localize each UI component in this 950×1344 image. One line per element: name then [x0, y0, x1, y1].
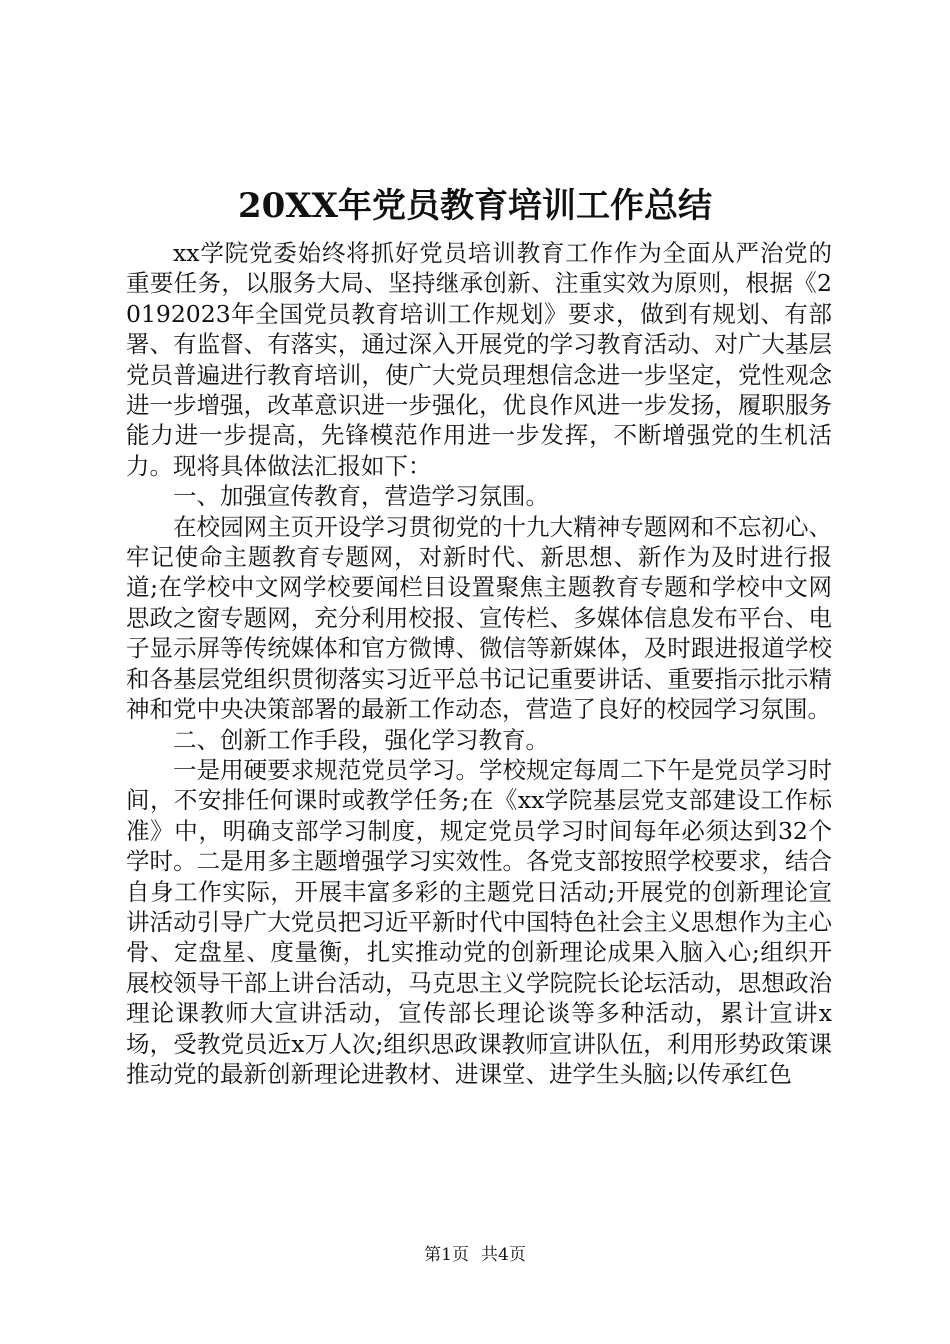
- paragraph-section-1: 在校园网主页开设学习贯彻党的十九大精神专题网和不忘初心、牢记使命主题教育专题网，对新时代、新思想、新作为及时进行报道;在学校中文网学校要闻栏目设置聚焦主题教育专题和学校中文网思政之窗专题网，充分利用校报、宣传栏、多媒体信息发布平台、电子显示屏等传统媒体和官方微博、微信等新媒体，及时跟进报道学校和各基层党组织贯彻落实习近平总书记记重要讲话、重要指示批示精神和党中央决策部署的最新工作动态，营造了良好的校园学习氛围。: [126, 512, 832, 724]
- paragraph-section-2: 一是用硬要求规范党员学习。学校规定每周二下午是党员学习时间，不安排任何课时或教学任务;在《xx学院基层党支部建设工作标准》中，明确支部学习制度，规定党员学习时间每年必须达到32个学时。二是用多主题增强学习实效性。各党支部按照学校要求，结合自身工作实际，开展丰富多彩的主题党日活动;开展党的创新理论宣讲活动引导广大党员把习近平新时代中国特色社会主义思想作为主心骨、定盘星、度量衡，扎实推动党的创新理论成果入脑入心;组织开展校领导干部上讲台活动，马克思主义学院院长论坛活动，思想政治理论课教师大宣讲活动，宣传部长理论谈等多种活动，累计宣讲x场，受教党员近x万人次;组织思政课教师宣讲队伍，利用形势政策课推动党的最新创新理论进教材、进课堂、进学生头脑;以传承红色: [126, 755, 832, 1088]
- section-heading-1: 一、加强宣传教育，营造学习氛围。: [173, 482, 549, 511]
- page-total: 共4页: [481, 1245, 526, 1265]
- page-footer: [0, 1244, 950, 1266]
- section-heading-2: 二、创新工作手段，强化学习教育。: [173, 725, 549, 754]
- document-body: [126, 238, 832, 1089]
- document-title: 20XX年党员教育培训工作总结: [237, 186, 713, 226]
- page-number: 第1页: [424, 1245, 469, 1265]
- paragraph-intro: xx学院党委始终将抓好党员培训教育工作作为全面从严治党的重要任务，以服务大局、坚持继承创新、注重实效为原则，根据《20192023年全国党员教育培训工作规划》要求，做到有规划、有部署、有监督、有落实，通过深入开展党的学习教育活动、对广大基层党员普遍进行教育培训，使广大党员理想信念进一步坚定，党性观念进一步增强，改革意识进一步强化，优良作风进一步发扬，履职服务能力进一步提高，先锋模范作用进一步发挥，不断增强党的生机活力。现将具体做法汇报如下：: [126, 239, 832, 480]
